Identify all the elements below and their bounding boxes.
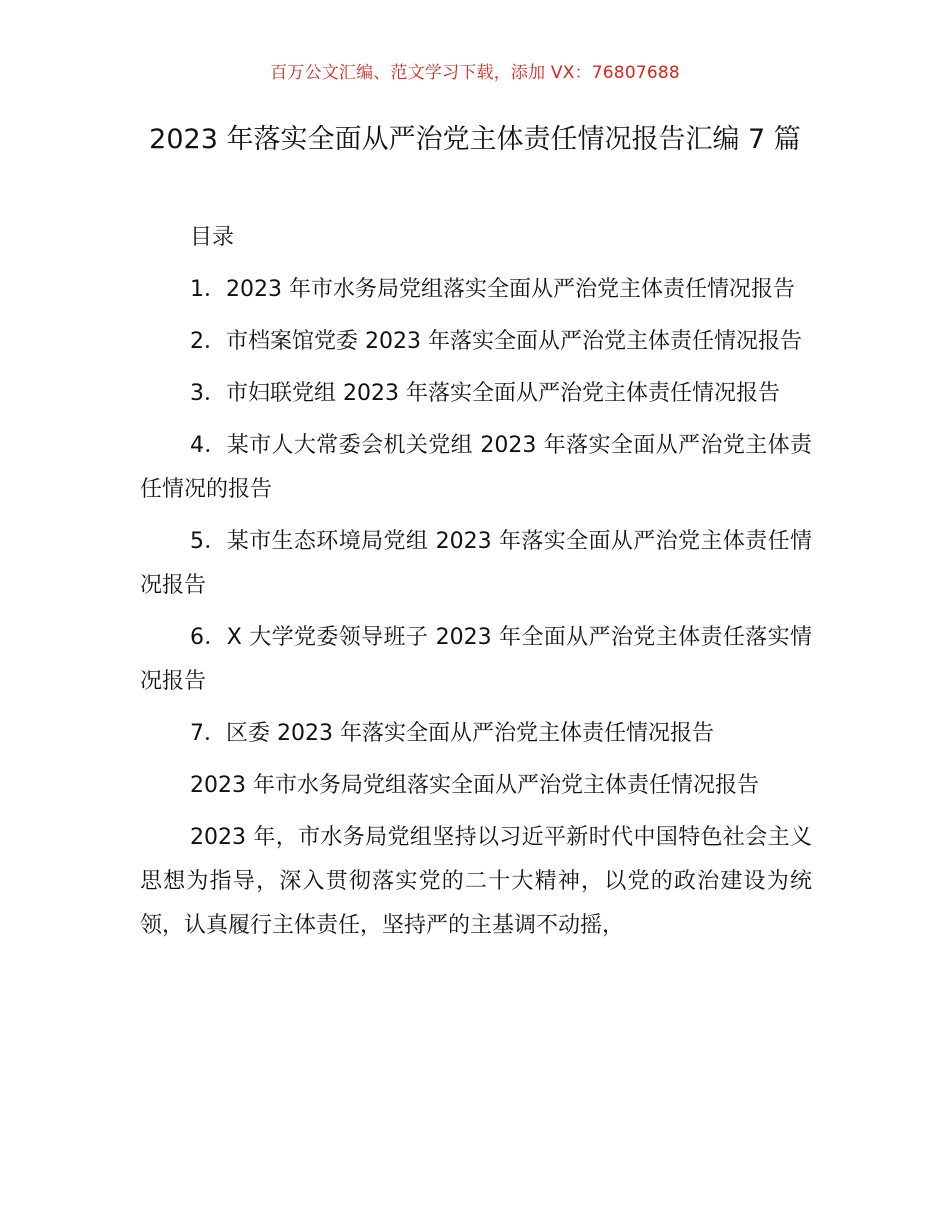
toc-label: 目录 xyxy=(190,225,235,250)
toc-item: 2．市档案馆党委 2023 年落实全面从严治党主体责任情况报告 xyxy=(190,329,802,354)
toc-item: 4．某市人大常委会机关党组 2023 年落实全面从严治党主体责任情况的报告 xyxy=(140,433,812,502)
toc-item: 5．某市生态环境局党组 2023 年落实全面从严治党主体责任情况报告 xyxy=(140,529,812,598)
toc-item: 6．X 大学党委领导班子 2023 年全面从严治党主体责任落实情况报告 xyxy=(140,625,812,694)
section-heading: 2023 年市水务局党组落实全面从严治党主体责任情况报告 xyxy=(190,773,759,798)
toc-item: 3．市妇联党组 2023 年落实全面从严治党主体责任情况报告 xyxy=(190,381,780,406)
toc-item: 1．2023 年市水务局党组落实全面从严治党主体责任情况报告 xyxy=(190,277,795,302)
toc-item: 7．区委 2023 年落实全面从严治党主体责任情况报告 xyxy=(190,721,714,746)
document-title: 2023 年落实全面从严治党主体责任情况报告汇编 7 篇 xyxy=(149,124,801,155)
document-content xyxy=(140,216,812,956)
header-banner: 百万公文汇编、范文学习下载，添加 VX：76807688 xyxy=(270,63,680,83)
body-paragraph: 2023 年，市水务局党组坚持以习近平新时代中国特色社会主义思想为指导，深入贯彻落实党的二十大精神，以党的政治建设为统领，认真履行主体责任，坚持严的主基调不动摇， xyxy=(140,825,812,938)
